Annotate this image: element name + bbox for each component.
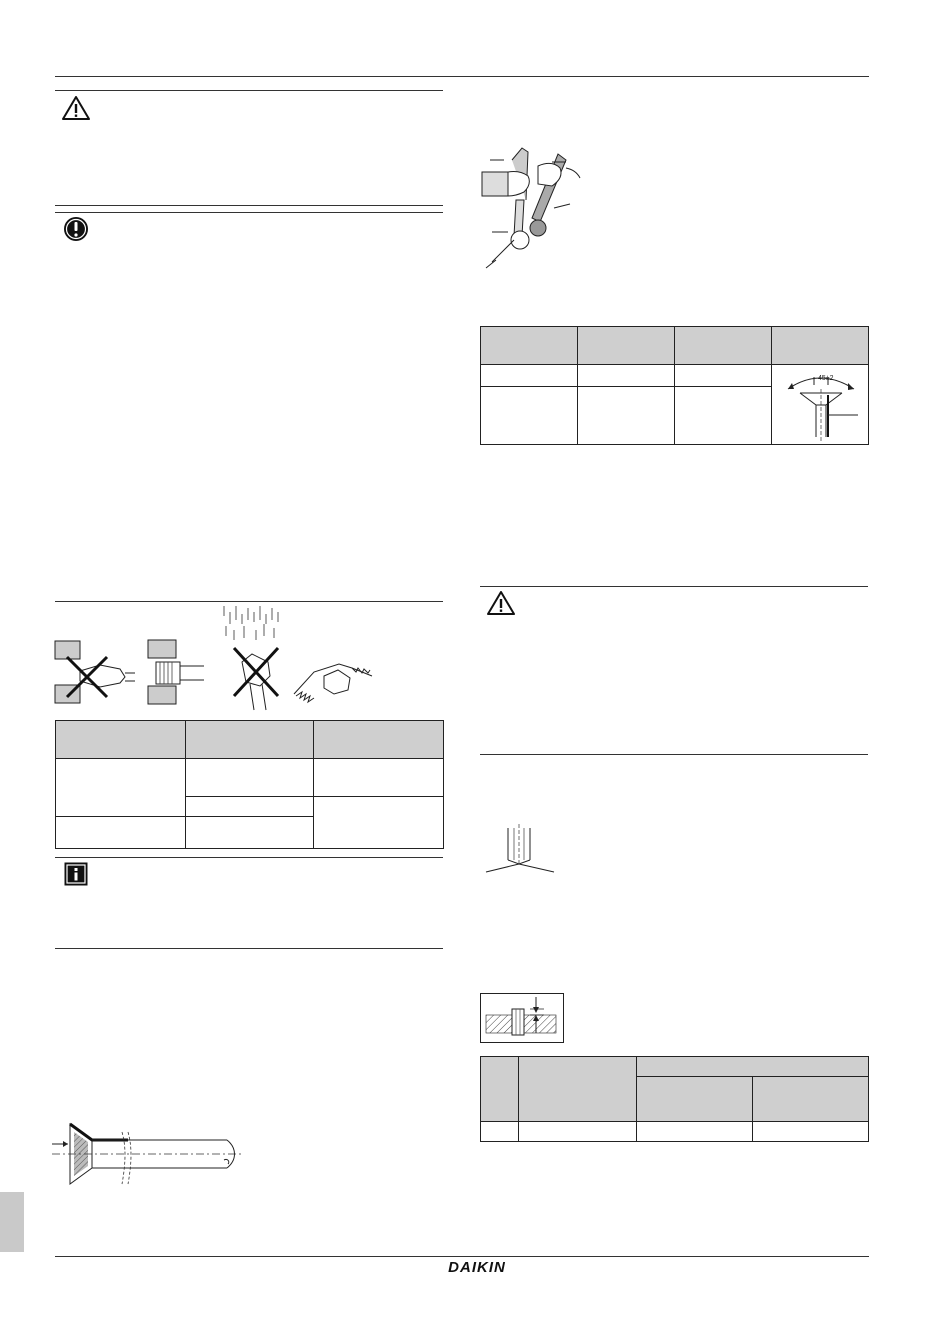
protrusion-table-header-cell xyxy=(519,1057,637,1122)
caution-block-bottom-rule xyxy=(55,205,443,206)
flare-table-cell xyxy=(578,387,675,445)
flare-angle-diagram xyxy=(778,369,864,441)
protection-table-header-cell xyxy=(186,721,314,759)
protrusion-table-header-cell xyxy=(481,1057,519,1122)
flare-table-header-cell xyxy=(675,327,772,365)
flare-angle-label: 45±2 xyxy=(818,375,834,382)
info-block-top-rule xyxy=(55,857,443,858)
protection-table-cell xyxy=(314,797,444,849)
illustration-top-rule xyxy=(55,601,443,602)
flare-table-header-cell xyxy=(772,327,869,365)
protection-table-cell xyxy=(186,797,314,817)
daikin-logo: DAIKIN xyxy=(448,1259,506,1276)
protrusion-table-header-cell xyxy=(637,1057,869,1077)
wall-pass-through-capped-illustration xyxy=(148,638,208,704)
flare-table-cell xyxy=(481,387,578,445)
protection-table-cell xyxy=(314,759,444,797)
flare-table-cell xyxy=(675,387,772,445)
wall-pass-through-prohibited-illustration xyxy=(55,635,135,705)
flare-dimension-table xyxy=(480,326,869,445)
flare-protrusion-illustration xyxy=(480,993,564,1043)
footer-rule xyxy=(55,1256,869,1257)
flare-table-header-cell xyxy=(481,327,578,365)
protrusion-table xyxy=(480,1056,869,1142)
protrusion-table-header-cell xyxy=(637,1077,753,1122)
protrusion-table-cell xyxy=(519,1121,637,1141)
exclamation-circle-icon xyxy=(63,216,89,242)
protection-table-cell xyxy=(186,759,314,797)
flare-table-diagram-cell xyxy=(772,365,869,445)
pipe-protection-table xyxy=(55,720,444,849)
info-block-bottom-rule xyxy=(55,948,443,949)
caution-block-2-top-rule xyxy=(480,586,868,587)
two-wrench-tightening-illustration xyxy=(482,140,582,270)
flare-table-cell xyxy=(481,365,578,387)
protection-table-cell xyxy=(56,817,186,849)
protrusion-table-cell xyxy=(637,1121,753,1141)
rain-exposure-prohibited-illustration xyxy=(220,606,286,710)
protection-table-header-cell xyxy=(56,721,186,759)
warning-triangle-icon xyxy=(486,590,516,616)
protection-table-cell xyxy=(56,759,186,817)
protection-table-cell xyxy=(186,817,314,849)
flare-pipe-cross-section-illustration xyxy=(52,1118,242,1190)
protrusion-table-header-cell xyxy=(753,1077,869,1122)
notice-block-top-rule xyxy=(55,212,443,213)
caution-block-2-bottom-rule xyxy=(480,754,868,755)
protrusion-table-cell xyxy=(753,1121,869,1141)
warning-triangle-icon xyxy=(61,95,91,121)
pipe-end-wrapped-illustration xyxy=(294,660,374,712)
protection-table-header-cell xyxy=(314,721,444,759)
flare-table-header-cell xyxy=(578,327,675,365)
flare-table-cell xyxy=(675,365,772,387)
header-rule xyxy=(55,76,869,77)
info-box-icon xyxy=(64,862,88,886)
chapter-side-tab xyxy=(0,1192,24,1252)
flare-table-cell xyxy=(578,365,675,387)
protrusion-table-cell xyxy=(481,1121,519,1141)
caution-block-top-rule xyxy=(55,90,443,91)
pipe-end-illustration xyxy=(486,824,556,876)
